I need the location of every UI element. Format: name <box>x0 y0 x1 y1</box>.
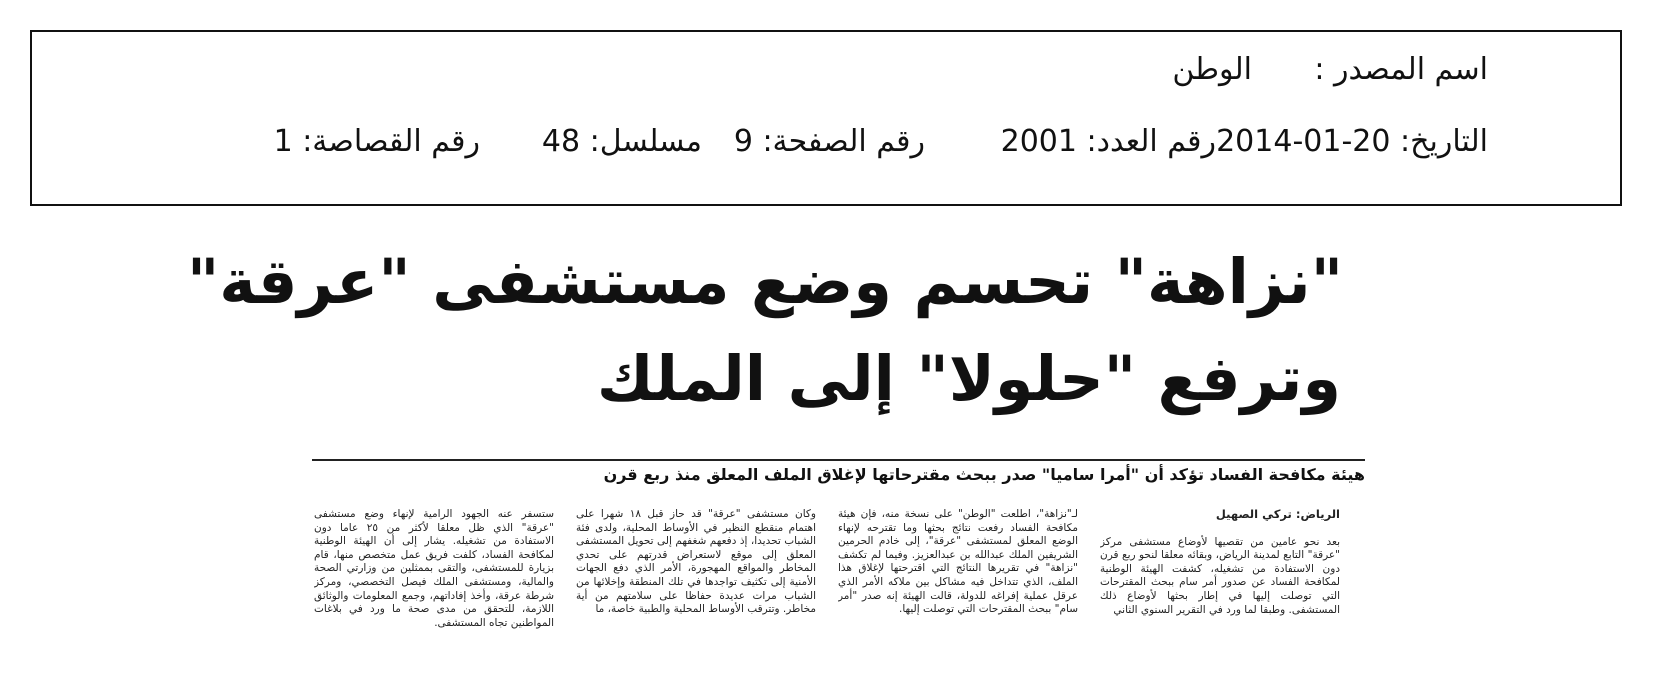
article-column-3 <box>576 508 816 658</box>
article-subheadline: هيئة مكافحة الفساد تؤكد أن "أمرا ساميا" صدر ببحث مقترحاتها لإغلاق الملف المعلق منذ ربع قرن <box>603 465 1365 484</box>
article-byline: الرياض: تركي الصهيل <box>1215 508 1340 521</box>
issue-number: رقم العدد: 2001 <box>1000 124 1216 159</box>
column-text: وكان مستشفى "عرقة" قد حاز قبل ١٨ شهرا على اهتمام منقطع النظير في الأوساط المحلية، ولدى فئة الشباب تحديدا، إذ دفعهم شغفهم إلى تحويل المستشفى المعلق إلى موقع لاستعراض قدرتهم على تحدي المخاطر والمواقع المهجورة، الأمر الذي دفع الجهات الأمنية إلى تكثيف تواجدها في تلك المنطقة وإخلائها من الشباب مرات عديدة حفاظا على سلامتهم من أية مخاطر. وتترقب الأوساط المحلية والطبية خاصة، ما <box>576 508 816 616</box>
article-column-4 <box>314 508 554 658</box>
clipping-number: رقم القصاصة: 1 <box>273 124 480 159</box>
source-label: اسم المصدر : <box>1314 52 1488 87</box>
source-info-box <box>30 30 1622 206</box>
column-text: لـ"نزاهة"، اطلعت "الوطن" على نسخة منه، فإن هيئة مكافحة الفساد رفعت نتائج بحثها وما تقترحه لإنهاء الوضع المعلق لمستشفى "عرقة"، إلى خادم الحرمين الشريفين الملك عبدالله بن عبدالعزيز. وفيما لم تكشف "نزاهة" في تقريرها النتائج التي اقترحتها لإغلاق هذا الملف، الذي تتداخل فيه مشاكل بين ملاكه الأمر الذي عرقل عملية إفراغه للدولة، قالت الهيئة إنه صدر "أمر سام" ببحث المقترحات التي توصلت إليها. <box>838 508 1078 616</box>
column-text: بعد نحو عامين من تقصيها لأوضاع مستشفى مركز "عرقة" التابع لمدينة الرياض، وبقائه معلقا لنحو ربع قرن دون الاستفادة من تشغيله، كشفت الهيئة الوطنية لمكافحة الفساد عن صدور أمر سام ببحث المقترحات التي توصلت إليها في إطار بحثها لأوضاع ذلك المستشفى. وطبقا لما ورد في التقرير السنوي الثاني <box>1100 535 1340 616</box>
date-field: التاريخ: 20-01-2014 <box>1216 124 1488 159</box>
article-column-2 <box>838 508 1078 658</box>
article-headline-line1: "نزاهة" تحسم وضع مستشفى "عرقة" <box>186 245 1343 318</box>
serial-number: مسلسل: 48 <box>541 124 702 159</box>
column-text: ستسفر عنه الجهود الرامية لإنهاء وضع مستشفى "عرقة" الذي ظل معلقا لأكثر من ٢٥ عاما دون الاستفادة من تشغيله. يشار إلى أن الهيئة الوطنية لمكافحة الفساد، كلفت فريق عمل متخصص منها، قام بزيارة للمستشفى، والتقى بممثلين من وزارتي الصحة والمالية، ومستشفى الملك فيصل التخصصي، ومركز شرطة عرقة، وأخذ إفاداتهم، وجمع المعلومات والوثائق اللازمة، للتحقق من مدى صحة ما ورد في بلاغات المواطنين تجاه المستشفى. <box>314 508 554 629</box>
article-headline-line2: وترفع "حلولا" إلى الملك <box>596 342 1341 415</box>
page-number: رقم الصفحة: 9 <box>733 124 925 159</box>
headline-divider <box>312 459 1365 461</box>
article-column-1 <box>1100 508 1340 658</box>
source-name: الوطن <box>1172 52 1252 87</box>
